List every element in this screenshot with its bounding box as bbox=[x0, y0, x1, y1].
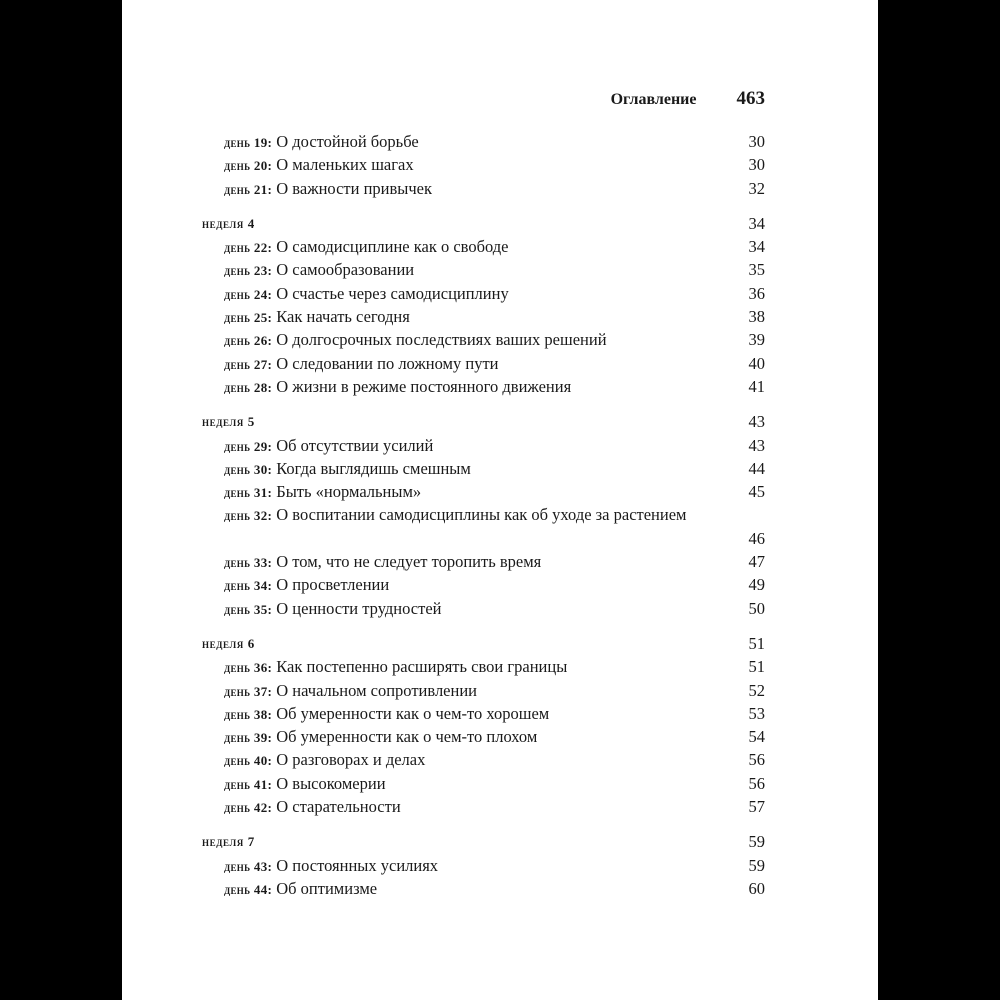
entry-content bbox=[224, 235, 508, 259]
week-page-ref: 34 bbox=[748, 213, 765, 233]
entry-title: О постоянных усилиях bbox=[276, 855, 439, 875]
entry-content bbox=[224, 457, 471, 481]
toc-section bbox=[202, 632, 765, 818]
day-label: день 31: bbox=[224, 485, 273, 501]
entry-page-ref: 57 bbox=[748, 797, 765, 817]
toc-entry bbox=[202, 597, 765, 620]
week-label: неделя 4 bbox=[202, 215, 255, 231]
entry-content bbox=[224, 434, 433, 458]
day-label: день 35: bbox=[224, 601, 273, 617]
day-label: день 37: bbox=[224, 683, 273, 699]
day-label: день 33: bbox=[224, 555, 273, 571]
toc-section bbox=[202, 830, 765, 900]
toc-entry bbox=[202, 235, 765, 258]
day-label: день 41: bbox=[224, 776, 273, 792]
toc-entry bbox=[202, 748, 765, 771]
entry-content bbox=[224, 375, 571, 399]
entry-title: О высокомерии bbox=[276, 773, 386, 793]
toc-entry bbox=[202, 550, 765, 573]
entry-title: Когда выглядишь смешным bbox=[276, 458, 471, 478]
entry-content bbox=[224, 597, 441, 621]
entry-content bbox=[224, 282, 509, 306]
day-label: день 27: bbox=[224, 356, 273, 372]
entry-page-ref: 40 bbox=[748, 353, 765, 373]
entry-page-ref: 59 bbox=[748, 855, 765, 875]
toc-entry bbox=[202, 877, 765, 900]
toc-entry bbox=[202, 772, 765, 795]
toc-entry bbox=[202, 153, 765, 176]
entry-page-ref: 38 bbox=[748, 307, 765, 327]
toc-entry bbox=[202, 352, 765, 375]
entry-page-ref: 47 bbox=[748, 552, 765, 572]
entry-content bbox=[224, 550, 541, 574]
entry-title: Об оптимизме bbox=[276, 878, 378, 898]
day-label: день 43: bbox=[224, 858, 273, 874]
week-heading bbox=[202, 212, 765, 235]
entry-page-ref: 50 bbox=[748, 598, 765, 618]
table-of-contents bbox=[202, 130, 765, 912]
entry-content bbox=[224, 503, 694, 527]
toc-entry bbox=[202, 854, 765, 877]
toc-entry bbox=[202, 457, 765, 480]
day-label: день 44: bbox=[224, 881, 273, 897]
entry-content bbox=[224, 877, 377, 901]
entry-page-ref: 54 bbox=[748, 727, 765, 747]
week-page-ref: 59 bbox=[748, 832, 765, 852]
day-label: день 34: bbox=[224, 578, 273, 594]
entry-page-ref: 35 bbox=[748, 260, 765, 280]
toc-entry bbox=[202, 702, 765, 725]
week-label: неделя 5 bbox=[202, 414, 255, 430]
toc-entry bbox=[202, 795, 765, 818]
entry-title: Об умеренности как о чем-то плохом bbox=[276, 727, 538, 747]
entry-title: О старательности bbox=[276, 797, 401, 817]
day-label: день 28: bbox=[224, 379, 273, 395]
entry-title: О том, что не следует торопить время bbox=[276, 552, 542, 572]
toc-entry bbox=[202, 434, 765, 457]
running-title: Оглавление bbox=[610, 91, 697, 108]
day-label: день 29: bbox=[224, 438, 273, 454]
entry-content bbox=[224, 725, 537, 749]
entry-title: О начальном сопротивлении bbox=[276, 680, 477, 700]
entry-title: Как начать сегодня bbox=[276, 307, 410, 327]
toc-entry bbox=[202, 573, 765, 596]
entry-title: О ценности трудностей bbox=[276, 598, 442, 618]
entry-content bbox=[224, 655, 567, 679]
week-heading bbox=[202, 410, 765, 433]
entry-title: О достойной борьбе bbox=[276, 132, 419, 151]
week-page-ref: 43 bbox=[748, 412, 765, 432]
entry-content bbox=[224, 573, 389, 597]
entry-page-ref: 41 bbox=[748, 376, 765, 396]
toc-entry bbox=[202, 480, 765, 503]
entry-title: О разговорах и делах bbox=[276, 750, 426, 770]
toc-entry bbox=[202, 177, 765, 200]
entry-title: О счастье через самодисциплину bbox=[276, 283, 509, 303]
entry-title: О долгосрочных последствиях ваших решений bbox=[276, 330, 607, 350]
entry-page-ref: 43 bbox=[748, 435, 765, 455]
day-label: день 39: bbox=[224, 730, 273, 746]
entry-page-ref: 56 bbox=[748, 773, 765, 793]
toc-entry bbox=[202, 282, 765, 305]
entry-page-ref: 49 bbox=[748, 575, 765, 595]
entry-content bbox=[224, 854, 438, 878]
entry-page-ref: 56 bbox=[748, 750, 765, 770]
entry-page-ref: 30 bbox=[748, 155, 765, 175]
toc-entry bbox=[202, 130, 765, 153]
entry-page-ref: 46 bbox=[748, 528, 765, 548]
entry-content bbox=[224, 258, 414, 282]
entry-content bbox=[224, 130, 419, 154]
toc-section bbox=[202, 410, 765, 620]
entry-page-ref: 39 bbox=[748, 330, 765, 350]
day-label: день 19: bbox=[224, 135, 273, 150]
entry-page-ref: 34 bbox=[748, 237, 765, 257]
book-page bbox=[122, 0, 878, 1000]
day-label: день 36: bbox=[224, 660, 273, 676]
entry-page-ref: 51 bbox=[748, 657, 765, 677]
entry-page-ref: 44 bbox=[748, 458, 765, 478]
week-label: неделя 7 bbox=[202, 834, 255, 850]
entry-title: О маленьких шагах bbox=[276, 155, 414, 175]
toc-section bbox=[202, 212, 765, 398]
day-label: день 40: bbox=[224, 753, 273, 769]
entry-title: О самодисциплине как о свободе bbox=[276, 237, 509, 257]
entry-title: О важности привычек bbox=[276, 178, 432, 198]
entry-title: О жизни в режиме постоянного движения bbox=[276, 376, 572, 396]
toc-entry bbox=[202, 725, 765, 748]
toc-entry bbox=[202, 375, 765, 398]
entry-title: О воспитании самодисциплины как об уходе за растением bbox=[276, 505, 687, 525]
entry-content bbox=[224, 748, 425, 772]
entry-content bbox=[224, 480, 421, 504]
week-page-ref: 51 bbox=[748, 633, 765, 653]
entry-page-ref: 60 bbox=[748, 878, 765, 898]
day-label: день 20: bbox=[224, 158, 273, 174]
day-label: день 22: bbox=[224, 240, 273, 256]
page-number: 463 bbox=[736, 88, 765, 109]
entry-content bbox=[224, 772, 386, 796]
toc-entry bbox=[202, 679, 765, 702]
entry-title: Как постепенно расширять свои границы bbox=[276, 657, 568, 677]
day-label: день 25: bbox=[224, 310, 273, 326]
entry-title: Об отсутствии усилий bbox=[276, 435, 434, 455]
entry-content bbox=[224, 702, 549, 726]
running-head bbox=[611, 88, 765, 110]
entry-page-ref: 52 bbox=[748, 680, 765, 700]
toc-entry bbox=[202, 503, 765, 550]
day-label: день 21: bbox=[224, 181, 273, 197]
toc-entry bbox=[202, 655, 765, 678]
day-label: день 23: bbox=[224, 263, 273, 279]
entry-page-ref: 30 bbox=[748, 132, 765, 151]
entry-page-ref: 36 bbox=[748, 283, 765, 303]
day-label: день 32: bbox=[224, 508, 273, 524]
entry-content bbox=[224, 352, 499, 376]
day-label: день 30: bbox=[224, 461, 273, 477]
entry-content bbox=[224, 305, 410, 329]
entry-title: О следовании по ложному пути bbox=[276, 353, 499, 373]
toc-entry bbox=[202, 305, 765, 328]
entry-title: Об умеренности как о чем-то хорошем bbox=[276, 703, 550, 723]
week-heading bbox=[202, 632, 765, 655]
entry-title: О просветлении bbox=[276, 575, 390, 595]
toc-section bbox=[202, 130, 765, 200]
entry-content bbox=[224, 679, 477, 703]
entry-page-ref: 32 bbox=[748, 178, 765, 198]
week-heading bbox=[202, 830, 765, 853]
entry-title: Быть «нормальным» bbox=[276, 482, 422, 502]
day-label: день 42: bbox=[224, 800, 273, 816]
toc-entry bbox=[202, 258, 765, 281]
entry-content bbox=[224, 328, 607, 352]
entry-content bbox=[224, 795, 401, 819]
entry-page-ref: 53 bbox=[748, 703, 765, 723]
day-label: день 26: bbox=[224, 333, 273, 349]
week-label: неделя 6 bbox=[202, 635, 255, 651]
entry-title: О самообразовании bbox=[276, 260, 415, 280]
day-label: день 38: bbox=[224, 706, 273, 722]
toc-entry bbox=[202, 328, 765, 351]
day-label: день 24: bbox=[224, 286, 273, 302]
entry-page-ref: 45 bbox=[748, 482, 765, 502]
entry-content bbox=[224, 153, 414, 177]
entry-content bbox=[224, 177, 432, 201]
